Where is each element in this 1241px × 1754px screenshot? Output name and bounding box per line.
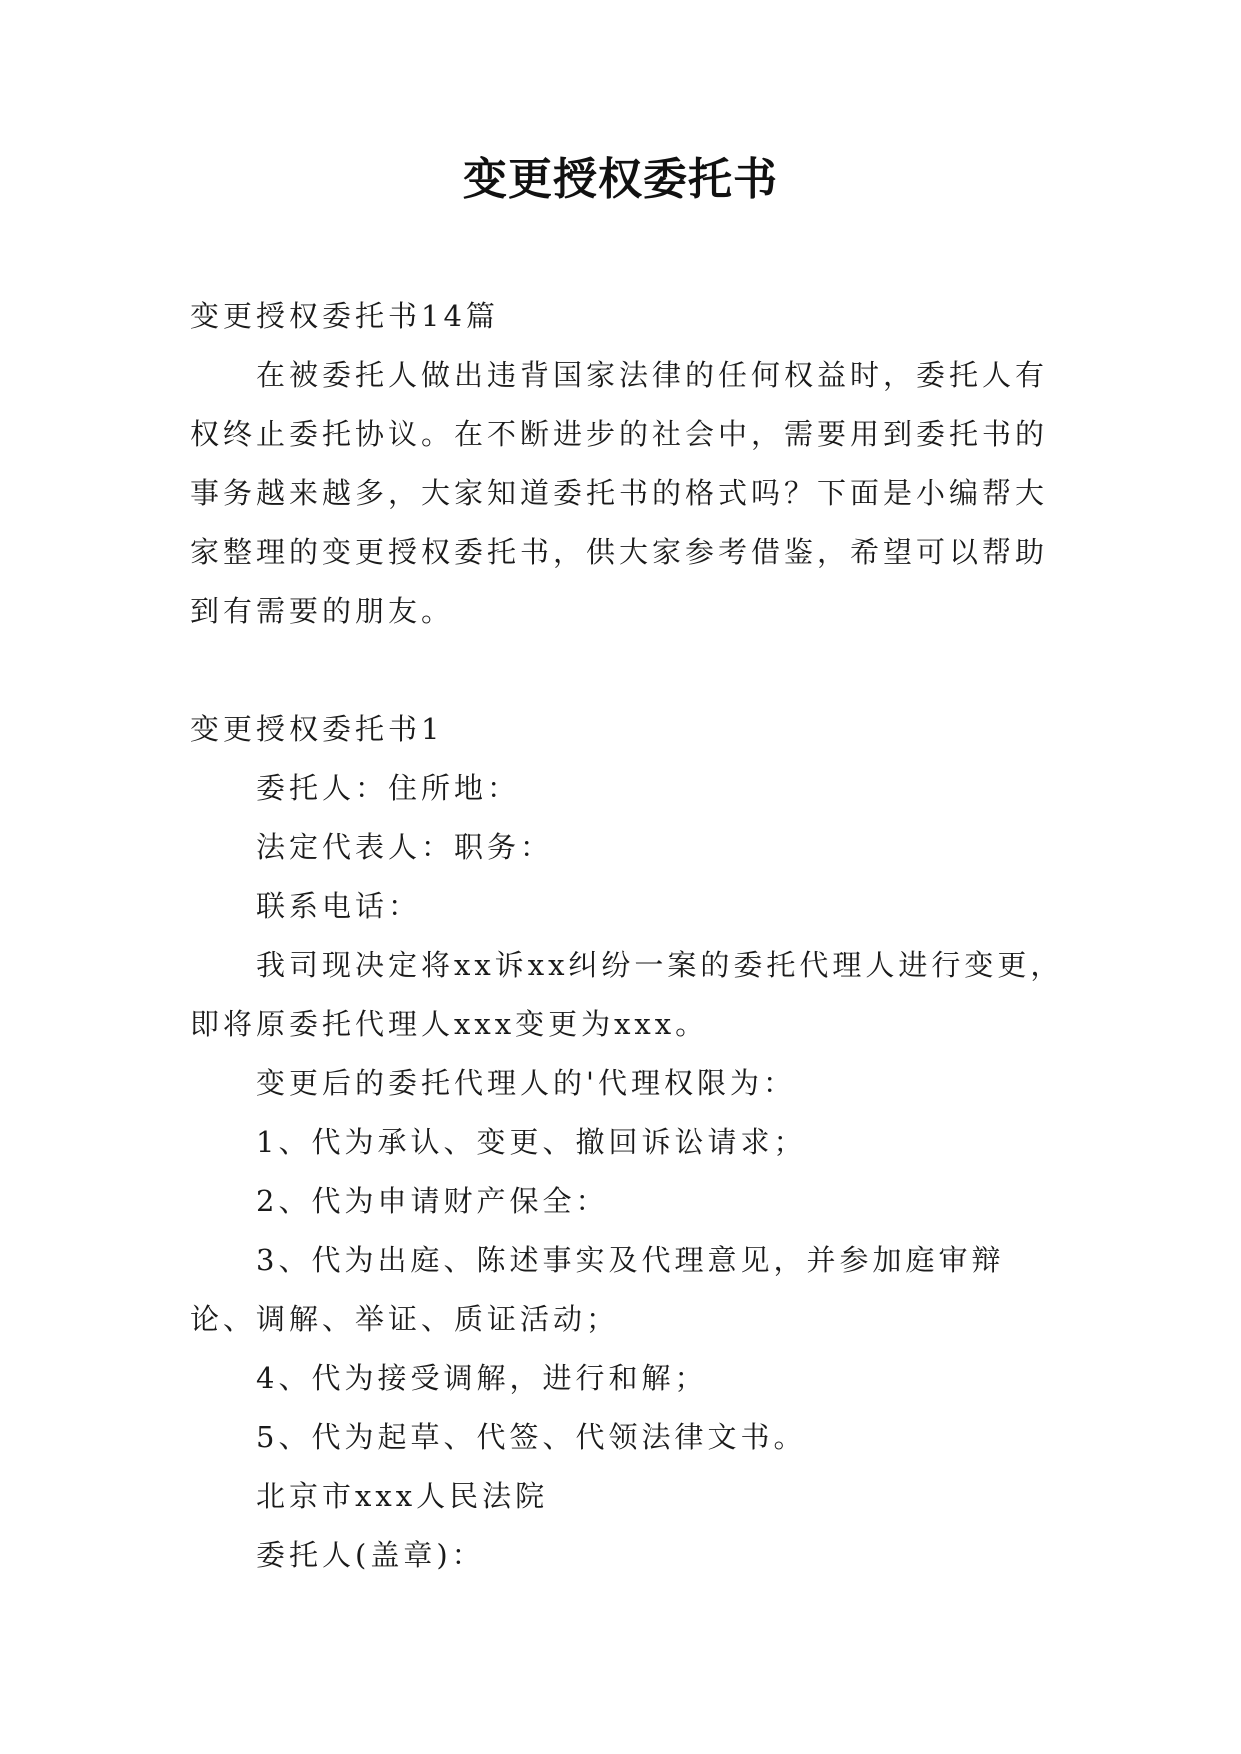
- authority-item-5: 5、代为起草、代签、代领法律文书。: [256, 1420, 807, 1454]
- seal-line: 委托人(盖章)：: [256, 1538, 485, 1572]
- decision-paragraph: 我司现决定将xx诉xx纠纷一案的委托代理人进行变更，即将原委托代理人xxx变更为xxx。: [190, 948, 1064, 1041]
- principal-line: 委托人：住所地：: [256, 771, 521, 805]
- intro-paragraph: 在被委托人做出违背国家法律的任何权益时，委托人有权终止委托协议。在不断进步的社会中，需要用到委托书的事务越来越多，大家知道委托书的格式吗？下面是小编帮大家整理的变更授权委托书，供大家参考借鉴，希望可以帮助到有需要的朋友。: [190, 358, 1049, 628]
- phone-line: 联系电话：: [256, 889, 422, 923]
- section-heading: 变更授权委托书1: [190, 712, 444, 746]
- authority-item-2: 2、代为申请财产保全：: [256, 1184, 609, 1218]
- court-line: 北京市xxx人民法院: [256, 1479, 549, 1513]
- legal-rep-line: 法定代表人：职务：: [256, 830, 554, 864]
- authority-item-3: 3、代为出庭、陈述事实及代理意见，并参加庭审辩论、调解、举证、质证活动；: [190, 1243, 1005, 1336]
- authority-item-4: 4、代为接受调解，进行和解；: [256, 1361, 708, 1395]
- authority-intro: 变更后的委托代理人的'代理权限为：: [256, 1066, 796, 1100]
- intro-heading: 变更授权委托书14篇: [190, 299, 499, 333]
- authority-item-1: 1、代为承认、变更、撤回诉讼请求；: [256, 1125, 807, 1159]
- page-title: 变更授权委托书: [463, 154, 778, 205]
- document-body: [190, 287, 1070, 1585]
